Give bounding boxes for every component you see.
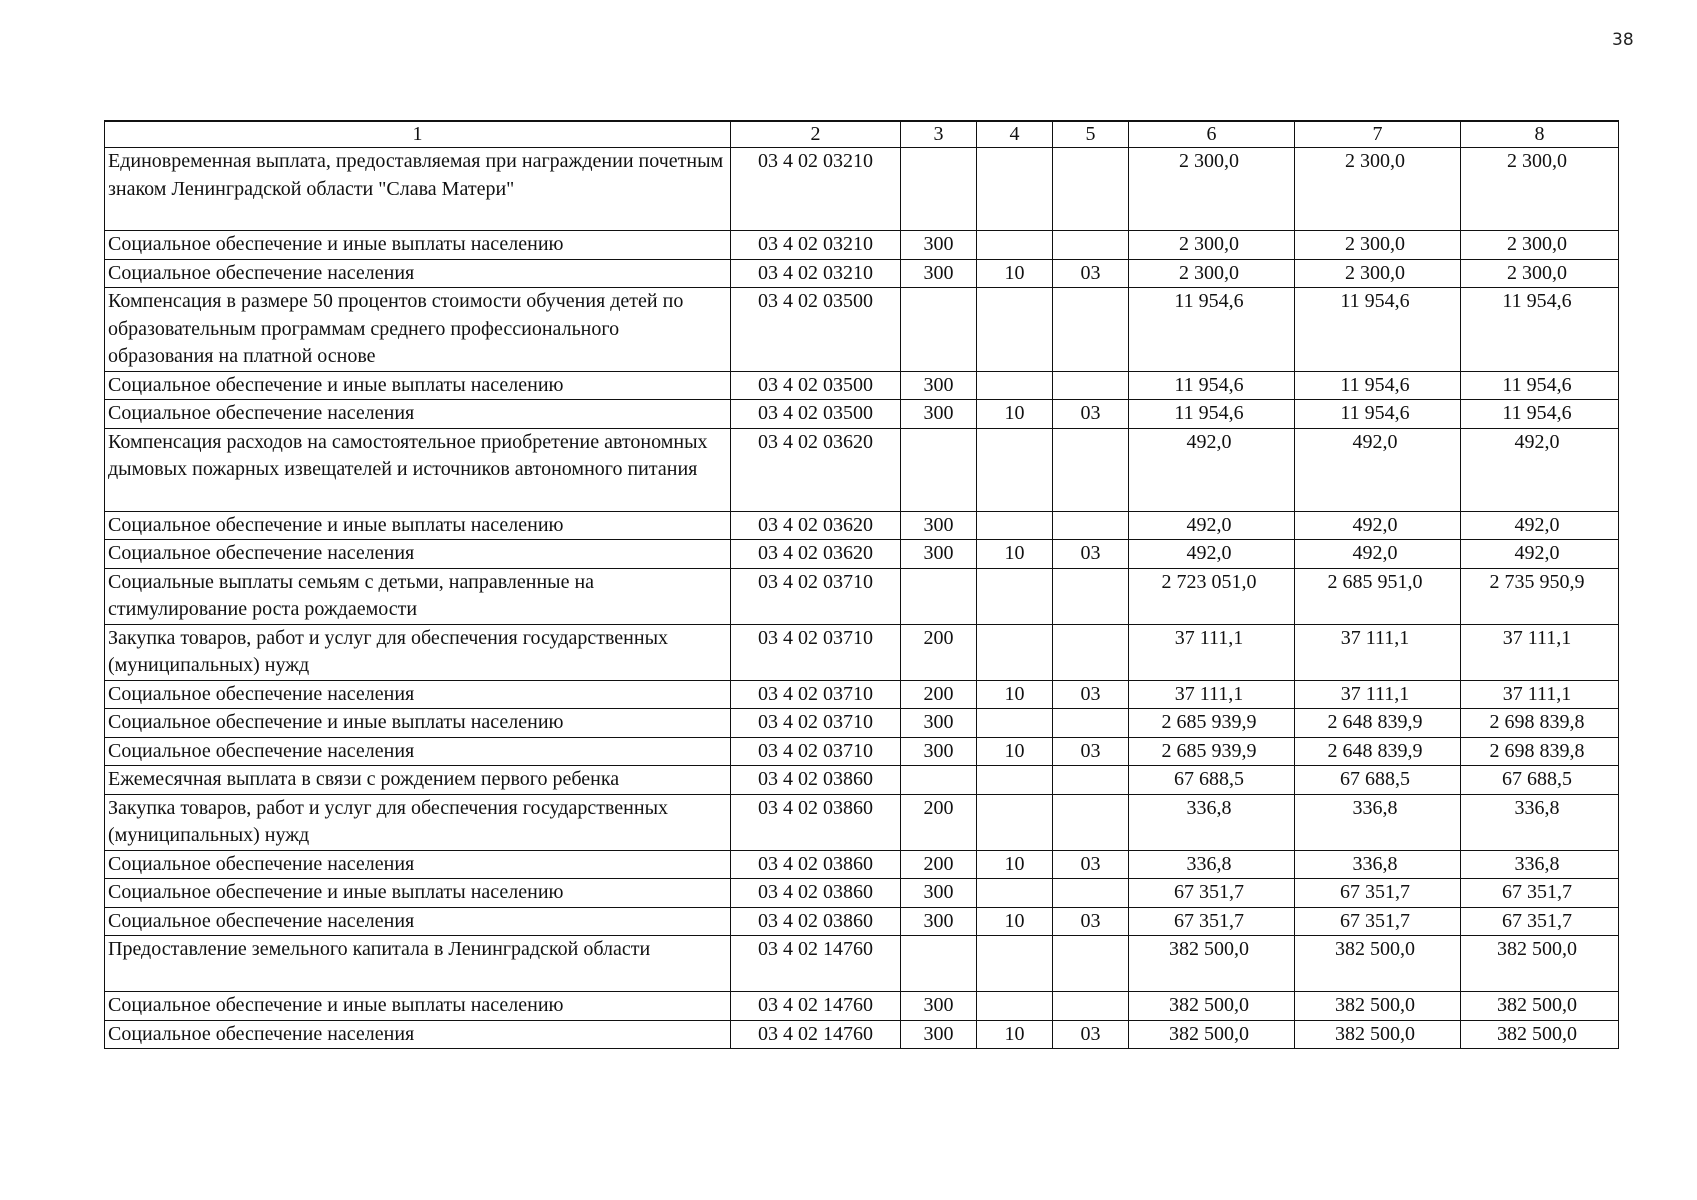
expense-type: 300 — [901, 259, 977, 288]
row-name: Социальное обеспечение и иные выплаты населению — [105, 879, 731, 908]
expense-type: 200 — [901, 794, 977, 850]
amount-col-8: 382 500,0 — [1461, 936, 1619, 992]
amount-col-6: 2 685 939,9 — [1129, 737, 1295, 766]
amount-col-7: 11 954,6 — [1295, 400, 1461, 429]
table-row — [105, 511, 1619, 540]
subsection — [1053, 879, 1129, 908]
section: 10 — [977, 850, 1053, 879]
row-name: Социальное обеспечение населения — [105, 400, 731, 429]
row-name: Социальное обеспечение и иные выплаты населению — [105, 231, 731, 260]
amount-col-8: 2 698 839,8 — [1461, 709, 1619, 738]
amount-col-7: 37 111,1 — [1295, 624, 1461, 680]
row-name: Ежемесячная выплата в связи с рождением первого ребенка — [105, 766, 731, 795]
row-name: Социальное обеспечение населения — [105, 259, 731, 288]
column-header-5: 5 — [1053, 121, 1129, 148]
subsection — [1053, 288, 1129, 372]
amount-col-7: 2 648 839,9 — [1295, 737, 1461, 766]
target-code: 03 4 02 03620 — [731, 511, 901, 540]
row-name: Социальное обеспечение и иные выплаты населению — [105, 992, 731, 1021]
subsection — [1053, 709, 1129, 738]
amount-col-7: 336,8 — [1295, 794, 1461, 850]
subsection — [1053, 428, 1129, 511]
section — [977, 568, 1053, 624]
row-name: Предоставление земельного капитала в Ленинградской области — [105, 936, 731, 992]
table-row — [105, 428, 1619, 511]
section — [977, 766, 1053, 795]
row-name: Социальное обеспечение населения — [105, 540, 731, 569]
column-header-8: 8 — [1461, 121, 1619, 148]
amount-col-6: 2 723 051,0 — [1129, 568, 1295, 624]
table-row — [105, 737, 1619, 766]
amount-col-8: 11 954,6 — [1461, 371, 1619, 400]
section — [977, 794, 1053, 850]
table-row — [105, 1020, 1619, 1049]
expense-type: 300 — [901, 1020, 977, 1049]
subsection: 03 — [1053, 680, 1129, 709]
row-name: Социальное обеспечение населения — [105, 737, 731, 766]
expense-type: 300 — [901, 400, 977, 429]
subsection — [1053, 936, 1129, 992]
target-code: 03 4 02 14760 — [731, 1020, 901, 1049]
section — [977, 511, 1053, 540]
table-row — [105, 936, 1619, 992]
amount-col-7: 67 351,7 — [1295, 879, 1461, 908]
expense-type: 300 — [901, 992, 977, 1021]
amount-col-6: 382 500,0 — [1129, 992, 1295, 1021]
row-name: Социальное обеспечение населения — [105, 1020, 731, 1049]
subsection: 03 — [1053, 1020, 1129, 1049]
column-header-4: 4 — [977, 121, 1053, 148]
amount-col-6: 492,0 — [1129, 428, 1295, 511]
amount-col-6: 492,0 — [1129, 511, 1295, 540]
expense-type: 300 — [901, 907, 977, 936]
amount-col-8: 2 300,0 — [1461, 231, 1619, 260]
subsection — [1053, 992, 1129, 1021]
target-code: 03 4 02 03500 — [731, 371, 901, 400]
target-code: 03 4 02 03710 — [731, 680, 901, 709]
column-header-1: 1 — [105, 121, 731, 148]
target-code: 03 4 02 03500 — [731, 400, 901, 429]
expense-type: 300 — [901, 371, 977, 400]
amount-col-7: 382 500,0 — [1295, 992, 1461, 1021]
column-header-2: 2 — [731, 121, 901, 148]
table-body — [105, 148, 1619, 1049]
table-row — [105, 568, 1619, 624]
section — [977, 879, 1053, 908]
amount-col-8: 492,0 — [1461, 540, 1619, 569]
amount-col-8: 382 500,0 — [1461, 1020, 1619, 1049]
target-code: 03 4 02 03210 — [731, 231, 901, 260]
expense-type: 300 — [901, 540, 977, 569]
expense-type — [901, 766, 977, 795]
row-name: Социальное обеспечение населения — [105, 850, 731, 879]
row-name: Компенсация в размере 50 процентов стоимости обучения детей по образовательным программам среднего профессионального образования на платной основе — [105, 288, 731, 372]
amount-col-8: 37 111,1 — [1461, 624, 1619, 680]
target-code: 03 4 02 03620 — [731, 428, 901, 511]
amount-col-8: 382 500,0 — [1461, 992, 1619, 1021]
expense-type: 200 — [901, 624, 977, 680]
amount-col-6: 382 500,0 — [1129, 1020, 1295, 1049]
amount-col-6: 2 300,0 — [1129, 259, 1295, 288]
amount-col-7: 382 500,0 — [1295, 1020, 1461, 1049]
amount-col-7: 2 300,0 — [1295, 259, 1461, 288]
amount-col-6: 2 685 939,9 — [1129, 709, 1295, 738]
amount-col-6: 11 954,6 — [1129, 400, 1295, 429]
amount-col-7: 2 648 839,9 — [1295, 709, 1461, 738]
target-code: 03 4 02 03860 — [731, 907, 901, 936]
table-row — [105, 540, 1619, 569]
amount-col-8: 2 698 839,8 — [1461, 737, 1619, 766]
amount-col-8: 67 351,7 — [1461, 879, 1619, 908]
table-row — [105, 907, 1619, 936]
amount-col-7: 492,0 — [1295, 540, 1461, 569]
section — [977, 624, 1053, 680]
subsection — [1053, 148, 1129, 231]
amount-col-7: 2 300,0 — [1295, 231, 1461, 260]
target-code: 03 4 02 03210 — [731, 259, 901, 288]
amount-col-8: 11 954,6 — [1461, 400, 1619, 429]
row-name: Единовременная выплата, предоставляемая при награждении почетным знаком Ленинградской области "Слава Матери" — [105, 148, 731, 231]
amount-col-6: 37 111,1 — [1129, 680, 1295, 709]
expense-type — [901, 148, 977, 231]
target-code: 03 4 02 03210 — [731, 148, 901, 231]
amount-col-7: 492,0 — [1295, 428, 1461, 511]
amount-col-7: 2 300,0 — [1295, 148, 1461, 231]
expense-type: 200 — [901, 850, 977, 879]
page-number: 38 — [1612, 30, 1634, 50]
amount-col-8: 2 735 950,9 — [1461, 568, 1619, 624]
amount-col-7: 382 500,0 — [1295, 936, 1461, 992]
subsection: 03 — [1053, 540, 1129, 569]
amount-col-6: 11 954,6 — [1129, 371, 1295, 400]
subsection — [1053, 371, 1129, 400]
table-row — [105, 400, 1619, 429]
amount-col-7: 2 685 951,0 — [1295, 568, 1461, 624]
row-name: Социальное обеспечение населения — [105, 680, 731, 709]
table-row — [105, 231, 1619, 260]
subsection — [1053, 511, 1129, 540]
amount-col-6: 11 954,6 — [1129, 288, 1295, 372]
subsection: 03 — [1053, 259, 1129, 288]
section: 10 — [977, 907, 1053, 936]
expense-type — [901, 288, 977, 372]
row-name: Социальное обеспечение населения — [105, 907, 731, 936]
expense-type: 300 — [901, 879, 977, 908]
table-row — [105, 850, 1619, 879]
amount-col-8: 492,0 — [1461, 428, 1619, 511]
amount-col-8: 37 111,1 — [1461, 680, 1619, 709]
table-row — [105, 288, 1619, 372]
amount-col-7: 67 351,7 — [1295, 907, 1461, 936]
amount-col-6: 336,8 — [1129, 794, 1295, 850]
column-header-7: 7 — [1295, 121, 1461, 148]
target-code: 03 4 02 03620 — [731, 540, 901, 569]
section: 10 — [977, 540, 1053, 569]
row-name: Социальное обеспечение и иные выплаты населению — [105, 371, 731, 400]
target-code: 03 4 02 03500 — [731, 288, 901, 372]
amount-col-6: 67 351,7 — [1129, 879, 1295, 908]
section — [977, 231, 1053, 260]
section: 10 — [977, 680, 1053, 709]
header-row — [105, 121, 1619, 148]
column-header-6: 6 — [1129, 121, 1295, 148]
table-row — [105, 371, 1619, 400]
amount-col-6: 382 500,0 — [1129, 936, 1295, 992]
amount-col-8: 2 300,0 — [1461, 259, 1619, 288]
amount-col-6: 67 688,5 — [1129, 766, 1295, 795]
target-code: 03 4 02 03710 — [731, 709, 901, 738]
amount-col-6: 2 300,0 — [1129, 231, 1295, 260]
expense-type — [901, 568, 977, 624]
target-code: 03 4 02 03710 — [731, 624, 901, 680]
table-row — [105, 148, 1619, 231]
row-name: Социальные выплаты семьям с детьми, направленные на стимулирование роста рождаемости — [105, 568, 731, 624]
column-header-3: 3 — [901, 121, 977, 148]
table-row — [105, 259, 1619, 288]
subsection: 03 — [1053, 737, 1129, 766]
target-code: 03 4 02 14760 — [731, 936, 901, 992]
section — [977, 992, 1053, 1021]
subsection — [1053, 568, 1129, 624]
target-code: 03 4 02 03860 — [731, 794, 901, 850]
expense-type: 300 — [901, 709, 977, 738]
subsection: 03 — [1053, 400, 1129, 429]
amount-col-6: 67 351,7 — [1129, 907, 1295, 936]
amount-col-7: 336,8 — [1295, 850, 1461, 879]
table-row — [105, 794, 1619, 850]
subsection: 03 — [1053, 907, 1129, 936]
target-code: 03 4 02 03710 — [731, 737, 901, 766]
amount-col-8: 336,8 — [1461, 850, 1619, 879]
target-code: 03 4 02 03860 — [731, 766, 901, 795]
amount-col-8: 11 954,6 — [1461, 288, 1619, 372]
section — [977, 148, 1053, 231]
row-name: Закупка товаров, работ и услуг для обеспечения государственных (муниципальных) нужд — [105, 624, 731, 680]
section — [977, 371, 1053, 400]
table-row — [105, 709, 1619, 738]
subsection — [1053, 794, 1129, 850]
row-name: Компенсация расходов на самостоятельное приобретение автономных дымовых пожарных извещателей и источников автономного питания — [105, 428, 731, 511]
expense-type: 300 — [901, 737, 977, 766]
amount-col-8: 67 351,7 — [1461, 907, 1619, 936]
expense-type — [901, 428, 977, 511]
subsection — [1053, 231, 1129, 260]
row-name: Социальное обеспечение и иные выплаты населению — [105, 511, 731, 540]
table-row — [105, 680, 1619, 709]
amount-col-8: 2 300,0 — [1461, 148, 1619, 231]
row-name: Закупка товаров, работ и услуг для обеспечения государственных (муниципальных) нужд — [105, 794, 731, 850]
amount-col-6: 492,0 — [1129, 540, 1295, 569]
target-code: 03 4 02 03710 — [731, 568, 901, 624]
table-row — [105, 992, 1619, 1021]
amount-col-6: 2 300,0 — [1129, 148, 1295, 231]
amount-col-7: 11 954,6 — [1295, 288, 1461, 372]
amount-col-7: 492,0 — [1295, 511, 1461, 540]
target-code: 03 4 02 14760 — [731, 992, 901, 1021]
expense-type: 300 — [901, 511, 977, 540]
subsection — [1053, 766, 1129, 795]
amount-col-8: 336,8 — [1461, 794, 1619, 850]
section — [977, 709, 1053, 738]
subsection — [1053, 624, 1129, 680]
table-row — [105, 766, 1619, 795]
row-name: Социальное обеспечение и иные выплаты населению — [105, 709, 731, 738]
section: 10 — [977, 737, 1053, 766]
table-header — [105, 121, 1619, 148]
target-code: 03 4 02 03860 — [731, 850, 901, 879]
table-row — [105, 879, 1619, 908]
amount-col-6: 37 111,1 — [1129, 624, 1295, 680]
expense-type: 300 — [901, 231, 977, 260]
section — [977, 288, 1053, 372]
section: 10 — [977, 1020, 1053, 1049]
amount-col-7: 11 954,6 — [1295, 371, 1461, 400]
target-code: 03 4 02 03860 — [731, 879, 901, 908]
amount-col-7: 37 111,1 — [1295, 680, 1461, 709]
amount-col-7: 67 688,5 — [1295, 766, 1461, 795]
table-row — [105, 624, 1619, 680]
section — [977, 936, 1053, 992]
amount-col-8: 492,0 — [1461, 511, 1619, 540]
amount-col-6: 336,8 — [1129, 850, 1295, 879]
section — [977, 428, 1053, 511]
amount-col-8: 67 688,5 — [1461, 766, 1619, 795]
section: 10 — [977, 259, 1053, 288]
subsection: 03 — [1053, 850, 1129, 879]
budget-table — [104, 120, 1619, 1049]
section: 10 — [977, 400, 1053, 429]
expense-type — [901, 936, 977, 992]
expense-type: 200 — [901, 680, 977, 709]
